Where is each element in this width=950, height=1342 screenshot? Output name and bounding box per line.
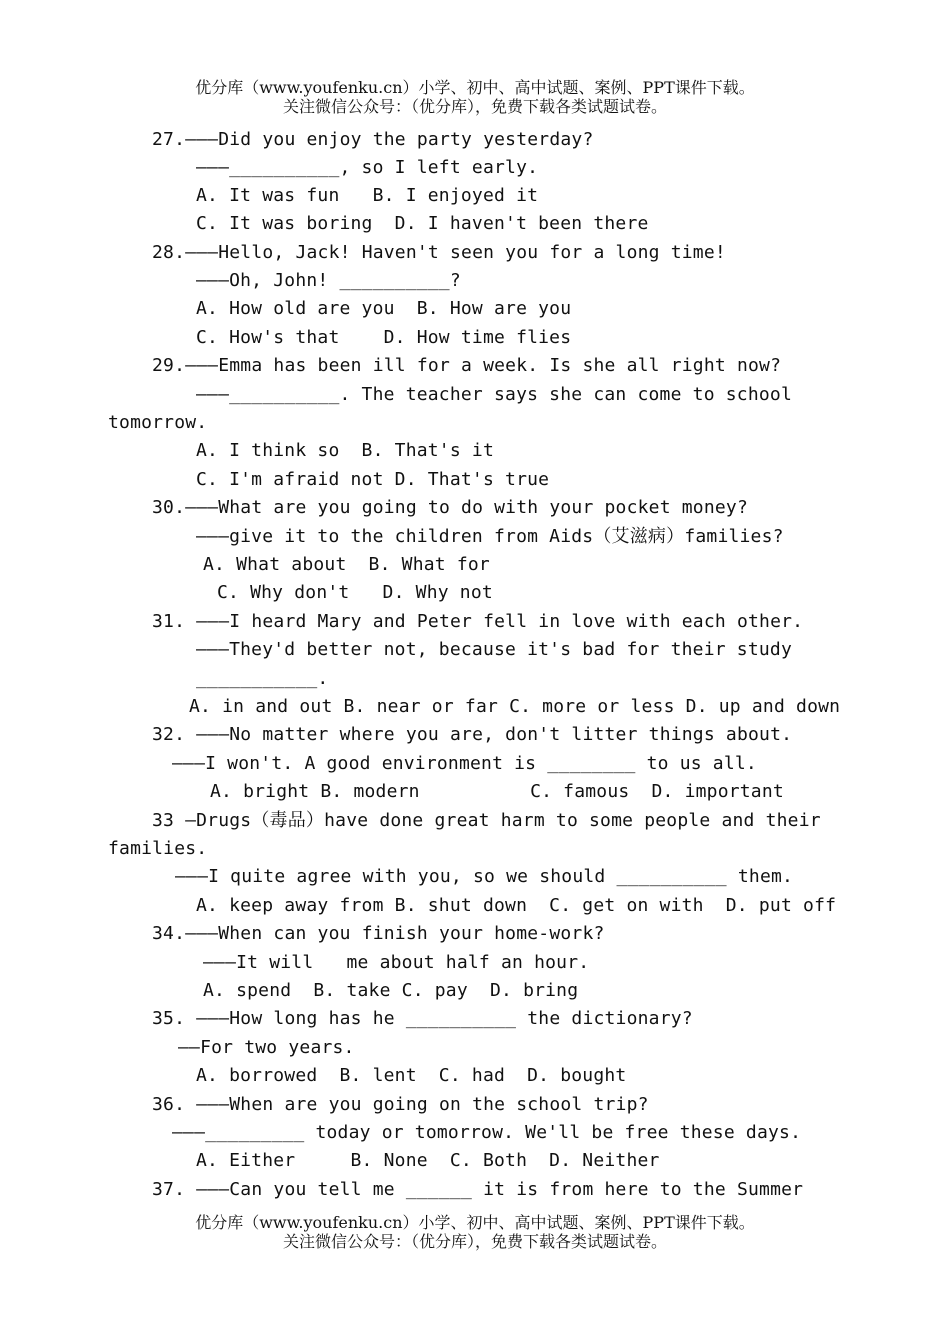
question-31: 31. ———I heard Mary and Peter fell in love with each other.: [152, 611, 804, 632]
options-line: A. keep away from B. shut down C. get on with D. put off: [196, 895, 837, 916]
question-35: 35. ———How long has he __________ the dictionary?: [152, 1008, 693, 1029]
question-27: 27.———Did you enjoy the party yesterday?: [152, 129, 594, 150]
question-29: 29.———Emma has been ill for a week. Is she all right now?: [152, 355, 782, 376]
options-line: A. Either B. None C. Both D. Neither: [196, 1150, 660, 1171]
question-37: 37. ———Can you tell me ______ it is from here to the Summer: [152, 1179, 804, 1200]
options-line: A. spend B. take C. pay D. bring: [203, 980, 579, 1001]
answer-line: ———__________, so I left early.: [196, 157, 539, 178]
question-33: 33 —Drugs（毒品）have done great harm to some people and their: [152, 810, 821, 831]
options-line: C. Why don't D. Why not: [217, 582, 493, 603]
question-28: 28.———Hello, Jack! Haven't seen you for a long time!: [152, 242, 726, 263]
question-32: 32. ———No matter where you are, don't litter things about.: [152, 724, 793, 745]
options-line: C. How's that D. How time flies: [196, 327, 572, 348]
header-line-2: 关注微信公众号：（优分库），免费下载各类试题试卷。: [282, 97, 667, 116]
footer-line-2: 关注微信公众号：（优分库），免费下载各类试题试卷。: [282, 1232, 667, 1251]
options-line: A. bright B. modern C. famous D. important: [210, 781, 784, 802]
answer-line: ———_________ today or tomorrow. We'll be free these days.: [172, 1122, 802, 1143]
question-34: 34.———When can you finish your home-work?: [152, 923, 605, 944]
answer-line: ———I won't. A good environment is ________ to us all.: [172, 753, 757, 774]
answer-blank: ___________.: [196, 668, 329, 689]
options-line: C. It was boring D. I haven't been there: [196, 213, 649, 234]
answer-line: ———Oh, John! __________?: [196, 270, 461, 291]
options-line: A. in and out B. near or far C. more or less D. up and down: [189, 696, 841, 717]
options-line: C. I'm afraid not D. That's true: [196, 469, 550, 490]
answer-line: ———They'd better not, because it's bad for their study: [196, 639, 792, 660]
answer-line: ——For two years.: [178, 1037, 355, 1058]
answer-line-continued: tomorrow.: [108, 412, 208, 433]
options-line: A. I think so B. That's it: [196, 440, 494, 461]
options-line: A. borrowed B. lent C. had D. bought: [196, 1065, 627, 1086]
question-continued: families.: [108, 838, 208, 859]
question-36: 36. ———When are you going on the school trip?: [152, 1094, 649, 1115]
answer-line: ———__________. The teacher says she can come to school: [196, 384, 792, 405]
footer-line-1: 优分库（www.youfenku.cn）小学、初中、高中试题、案例、PPT课件下载。: [195, 1213, 755, 1232]
options-line: A. What about B. What for: [203, 554, 490, 575]
header-line-1: 优分库（www.youfenku.cn）小学、初中、高中试题、案例、PPT课件下载。: [195, 78, 755, 97]
answer-line: ———I quite agree with you, so we should __________ them.: [175, 866, 794, 887]
options-line: A. How old are you B. How are you: [196, 298, 572, 319]
answer-line: ———It will me about half an hour.: [203, 952, 590, 973]
options-line: A. It was fun B. I enjoyed it: [196, 185, 539, 206]
answer-line: ———give it to the children from Aids（艾滋病）families?: [196, 526, 784, 547]
question-30: 30.———What are you going to do with your pocket money?: [152, 497, 748, 518]
